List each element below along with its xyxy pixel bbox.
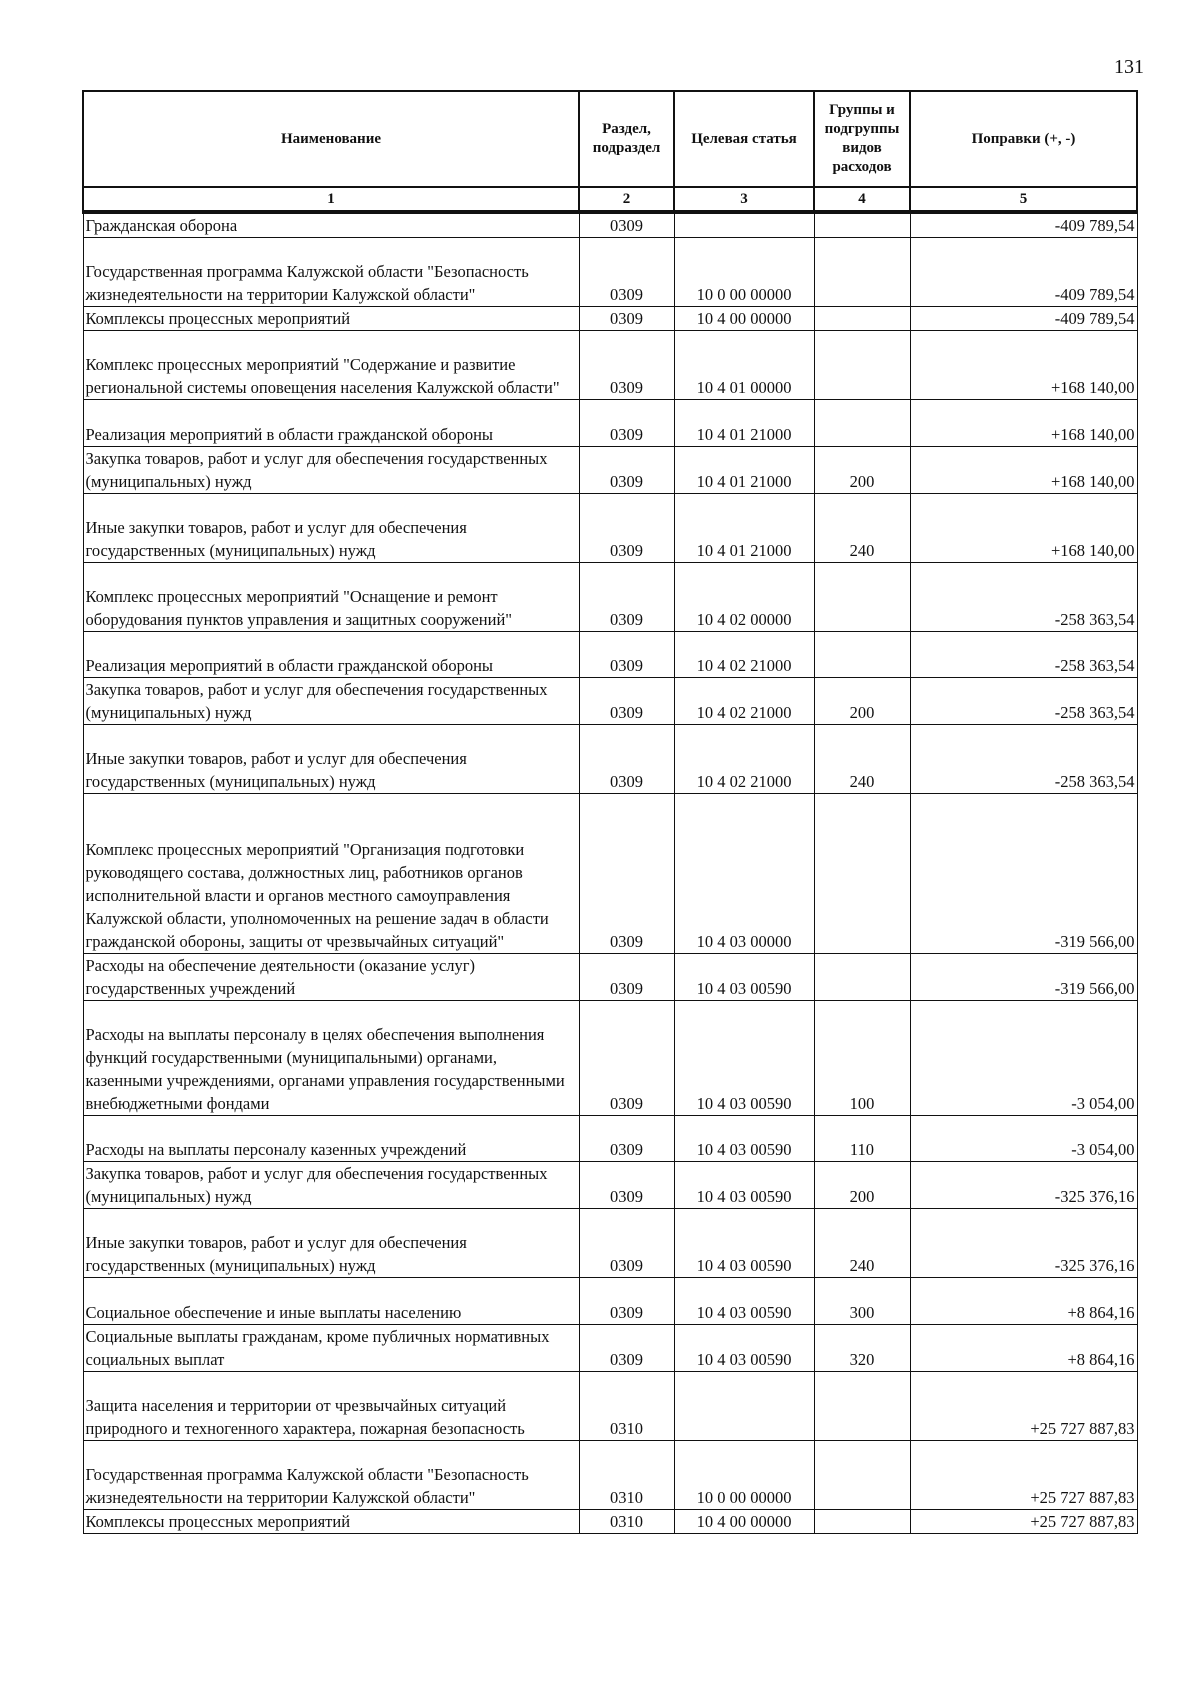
table-body — [83, 212, 1137, 1533]
row-group — [814, 238, 910, 307]
row-name: Расходы на обеспечение деятельности (оказание услуг) государственных учреждений — [83, 954, 579, 1001]
row-target: 10 4 03 00590 — [674, 1278, 814, 1324]
table-row — [83, 954, 1137, 1001]
row-target — [674, 1371, 814, 1440]
row-section: 0309 — [579, 212, 674, 238]
row-target: 10 4 03 00590 — [674, 954, 814, 1001]
row-value: +168 140,00 — [910, 400, 1137, 446]
row-name: Комплексы процессных мероприятий — [83, 1509, 579, 1533]
row-section: 0309 — [579, 307, 674, 331]
row-name: Иные закупки товаров, работ и услуг для обеспечения государственных (муниципальных) нужд — [83, 725, 579, 794]
row-group: 240 — [814, 493, 910, 562]
row-group — [814, 954, 910, 1001]
row-value: -325 376,16 — [910, 1162, 1137, 1209]
row-value: -409 789,54 — [910, 212, 1137, 238]
row-group: 100 — [814, 1001, 910, 1116]
row-name: Иные закупки товаров, работ и услуг для обеспечения государственных (муниципальных) нужд — [83, 493, 579, 562]
table-row — [83, 678, 1137, 725]
row-value: -258 363,54 — [910, 725, 1137, 794]
row-name: Закупка товаров, работ и услуг для обеспечения государственных (муниципальных) нужд — [83, 1162, 579, 1209]
row-group — [814, 212, 910, 238]
row-name: Государственная программа Калужской области "Безопасность жизнедеятельности на территории Калужской области" — [83, 238, 579, 307]
row-target: 10 4 02 21000 — [674, 725, 814, 794]
row-group: 300 — [814, 1278, 910, 1324]
table-row — [83, 562, 1137, 631]
row-section: 0309 — [579, 1324, 674, 1371]
row-name: Реализация мероприятий в области гражданской обороны — [83, 631, 579, 677]
row-value: +8 864,16 — [910, 1278, 1137, 1324]
header-amendments: Поправки (+, -) — [910, 91, 1137, 187]
row-value: -409 789,54 — [910, 238, 1137, 307]
row-target: 10 4 03 00590 — [674, 1001, 814, 1116]
row-name: Комплекс процессных мероприятий "Оснащение и ремонт оборудования пунктов управления и защитных сооружений" — [83, 562, 579, 631]
budget-amendments-table — [82, 90, 1138, 1534]
row-section: 0309 — [579, 446, 674, 493]
table-row — [83, 493, 1137, 562]
row-name: Расходы на выплаты персоналу в целях обеспечения выполнения функций государственными (муниципальными) органами, казенными учреждениями, органами управления государственными внебюджетными фондами — [83, 1001, 579, 1116]
page-number: 131 — [1114, 56, 1144, 78]
table-row — [83, 307, 1137, 331]
row-name: Реализация мероприятий в области гражданской обороны — [83, 400, 579, 446]
row-name: Комплекс процессных мероприятий "Организация подготовки руководящего состава, должностных лиц, работников органов исполнительной власти и органов местного самоуправления Калужской области, уполномоченных на решение задач в области гражданской обороны, защиты от чрезвычайных ситуаций" — [83, 794, 579, 954]
table-row — [83, 1440, 1137, 1509]
row-group — [814, 1440, 910, 1509]
row-group — [814, 1371, 910, 1440]
row-target: 10 4 03 00590 — [674, 1115, 814, 1161]
row-section: 0309 — [579, 493, 674, 562]
table-row — [83, 331, 1137, 400]
column-number: 3 — [674, 187, 814, 212]
row-value: -409 789,54 — [910, 307, 1137, 331]
row-value: +25 727 887,83 — [910, 1440, 1137, 1509]
row-target: 10 4 03 00000 — [674, 794, 814, 954]
table-row — [83, 446, 1137, 493]
row-section: 0309 — [579, 631, 674, 677]
row-section: 0309 — [579, 954, 674, 1001]
row-target: 10 0 00 00000 — [674, 1440, 814, 1509]
row-group: 110 — [814, 1115, 910, 1161]
row-target: 10 4 01 00000 — [674, 331, 814, 400]
header-row — [83, 91, 1137, 187]
row-name: Иные закупки товаров, работ и услуг для обеспечения государственных (муниципальных) нужд — [83, 1209, 579, 1278]
row-group: 320 — [814, 1324, 910, 1371]
row-value: -3 054,00 — [910, 1001, 1137, 1116]
row-value: +168 140,00 — [910, 493, 1137, 562]
row-section: 0309 — [579, 794, 674, 954]
row-target: 10 4 01 21000 — [674, 493, 814, 562]
row-section: 0310 — [579, 1509, 674, 1533]
row-group: 240 — [814, 725, 910, 794]
column-number: 2 — [579, 187, 674, 212]
row-value: +25 727 887,83 — [910, 1371, 1137, 1440]
row-group — [814, 400, 910, 446]
row-group — [814, 307, 910, 331]
table-row — [83, 1509, 1137, 1533]
row-group: 200 — [814, 678, 910, 725]
row-target: 10 4 02 21000 — [674, 631, 814, 677]
row-name: Комплекс процессных мероприятий "Содержание и развитие региональной системы оповещения населения Калужской области" — [83, 331, 579, 400]
row-group — [814, 794, 910, 954]
row-group — [814, 331, 910, 400]
row-group: 240 — [814, 1209, 910, 1278]
row-section: 0309 — [579, 1209, 674, 1278]
row-section: 0309 — [579, 1162, 674, 1209]
row-value: -3 054,00 — [910, 1115, 1137, 1161]
row-value: -325 376,16 — [910, 1209, 1137, 1278]
header-name: Наименование — [83, 91, 579, 187]
table-row — [83, 1001, 1137, 1116]
row-name: Комплексы процессных мероприятий — [83, 307, 579, 331]
row-section: 0309 — [579, 1115, 674, 1161]
table-row — [83, 1162, 1137, 1209]
row-target: 10 4 02 00000 — [674, 562, 814, 631]
table-row — [83, 794, 1137, 954]
row-target: 10 4 03 00590 — [674, 1209, 814, 1278]
table-row — [83, 1324, 1137, 1371]
column-number: 5 — [910, 187, 1137, 212]
table-row — [83, 1115, 1137, 1161]
table-row — [83, 1278, 1137, 1324]
row-section: 0309 — [579, 1001, 674, 1116]
row-group — [814, 562, 910, 631]
row-group — [814, 631, 910, 677]
row-name: Государственная программа Калужской области "Безопасность жизнедеятельности на территории Калужской области" — [83, 1440, 579, 1509]
table-row — [83, 212, 1137, 238]
table-row — [83, 400, 1137, 446]
row-section: 0310 — [579, 1440, 674, 1509]
row-target: 10 4 03 00590 — [674, 1162, 814, 1209]
row-name: Закупка товаров, работ и услуг для обеспечения государственных (муниципальных) нужд — [83, 446, 579, 493]
row-group — [814, 1509, 910, 1533]
row-target: 10 4 00 00000 — [674, 1509, 814, 1533]
row-name: Социальные выплаты гражданам, кроме публичных нормативных социальных выплат — [83, 1324, 579, 1371]
row-value: -258 363,54 — [910, 678, 1137, 725]
row-target: 10 0 00 00000 — [674, 238, 814, 307]
row-target: 10 4 01 21000 — [674, 400, 814, 446]
row-section: 0309 — [579, 725, 674, 794]
row-section: 0309 — [579, 678, 674, 725]
row-value: -258 363,54 — [910, 631, 1137, 677]
row-value: +168 140,00 — [910, 331, 1137, 400]
row-group: 200 — [814, 1162, 910, 1209]
table-row — [83, 1209, 1137, 1278]
row-value: +8 864,16 — [910, 1324, 1137, 1371]
row-target: 10 4 02 21000 — [674, 678, 814, 725]
column-number-row — [83, 187, 1137, 212]
row-target: 10 4 01 21000 — [674, 446, 814, 493]
row-name: Социальное обеспечение и иные выплаты населению — [83, 1278, 579, 1324]
column-number: 4 — [814, 187, 910, 212]
row-section: 0310 — [579, 1371, 674, 1440]
row-target — [674, 212, 814, 238]
row-value: -319 566,00 — [910, 794, 1137, 954]
table-row — [83, 631, 1137, 677]
row-name: Защита населения и территории от чрезвычайных ситуаций природного и техногенного характера, пожарная безопасность — [83, 1371, 579, 1440]
row-target: 10 4 00 00000 — [674, 307, 814, 331]
table-row — [83, 238, 1137, 307]
row-section: 0309 — [579, 1278, 674, 1324]
row-name: Гражданская оборона — [83, 212, 579, 238]
row-section: 0309 — [579, 238, 674, 307]
row-value: +25 727 887,83 — [910, 1509, 1137, 1533]
row-value: -258 363,54 — [910, 562, 1137, 631]
row-value: +168 140,00 — [910, 446, 1137, 493]
row-section: 0309 — [579, 400, 674, 446]
header-groups: Группы и подгруппы видов расходов — [814, 91, 910, 187]
row-section: 0309 — [579, 331, 674, 400]
row-target: 10 4 03 00590 — [674, 1324, 814, 1371]
table-row — [83, 725, 1137, 794]
row-value: -319 566,00 — [910, 954, 1137, 1001]
row-name: Расходы на выплаты персоналу казенных учреждений — [83, 1115, 579, 1161]
row-name: Закупка товаров, работ и услуг для обеспечения государственных (муниципальных) нужд — [83, 678, 579, 725]
header-target: Целевая статья — [674, 91, 814, 187]
row-group: 200 — [814, 446, 910, 493]
header-section: Раздел, подраздел — [579, 91, 674, 187]
column-number: 1 — [83, 187, 579, 212]
table-row — [83, 1371, 1137, 1440]
row-section: 0309 — [579, 562, 674, 631]
